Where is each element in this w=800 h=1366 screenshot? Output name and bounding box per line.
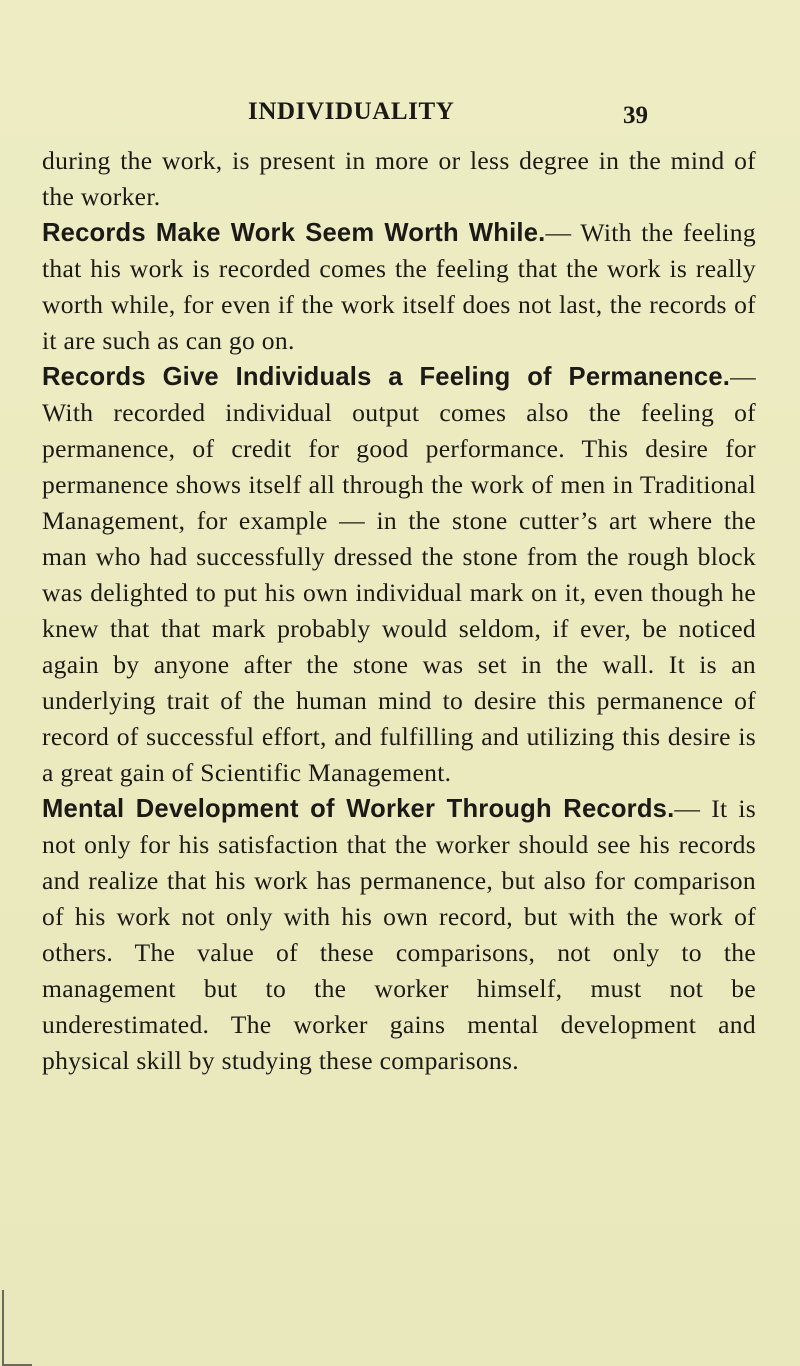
page-number: 39 [623,102,648,129]
section-heading: Mental Development of Worker Through Records. [42,795,675,823]
paragraph-records-permanence [42,359,756,791]
paragraph-continuation [42,143,756,215]
running-head: INDIVIDUALITY [248,98,455,125]
paragraph-text: — It is not only for his satisfaction that the worker should see his records and realize that his work has permanence, but also for comparison of his work not only with his own record, but with the work of others. The value of these comparisons, not only to the management but to the worker himself, must not be underestimated. The worker gains mental development and physical skill by studying these comparisons. [42,794,756,1075]
page-header [0,98,800,132]
section-heading: Records Give Individuals a Feeling of Permanence. [42,363,731,391]
body-text [42,143,756,1079]
paragraph-text: during the work, is present in more or less degree in the mind of the worker. [42,146,756,211]
paragraph-text: — With recorded individual output comes also the feeling of permanence, of credit for good performance. This desire for permanence shows itself all through the work of men in Traditional Management, for example — in the stone cutter’s art where the man who had successfully dressed the stone from the rough block was delighted to put his own individual mark on it, even though he knew that that mark probably would seldom, if ever, be noticed again by anyone after the stone was set in the wall. It is an underlying trait of the human mind to desire this permanence of record of successful effort, and fulfilling and utilizing this desire is a great gain of Scientific Management. [42,362,756,787]
scan-corner-mark [2,1290,32,1366]
paragraph-records-worth-while [42,215,756,359]
paragraph-text: — With the feeling that his work is recorded comes the feeling that the work is really worth while, for even if the work itself does not last, the records of it are such as can go on. [42,218,757,355]
section-heading: Records Make Work Seem Worth While. [42,219,546,247]
paragraph-mental-development [42,791,756,1079]
